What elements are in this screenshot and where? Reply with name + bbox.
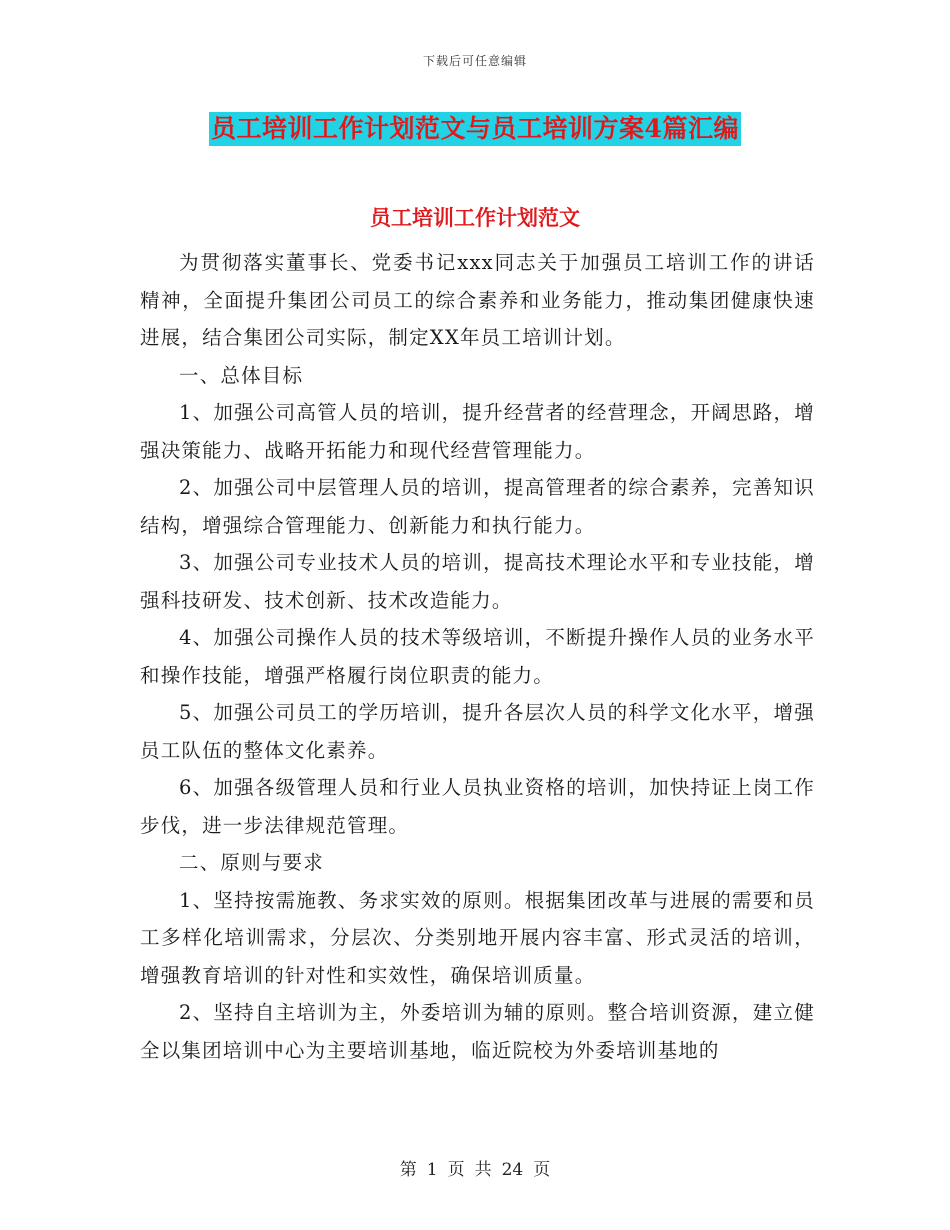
paragraph-principle-2: 2、坚持自主培训为主，外委培训为辅的原则。整合培训资源，建立健全以集团培训中心为主要培训基地，临近院校为外委培训基地的 <box>140 1001 815 1062</box>
paragraph-goal-2: 2、加强公司中层管理人员的培训，提高管理者的综合素养，完善知识结构，增强综合管理能力、创新能力和执行能力。 <box>140 476 815 537</box>
footer-current-page: 1 <box>426 1160 438 1180</box>
document-title-container <box>0 112 950 146</box>
footer-total-pages: 24 <box>501 1160 524 1180</box>
paragraph-intro: 为贯彻落实董事长、党委书记xxx同志关于加强员工培训工作的讲话精神，全面提升集团公司员工的综合素养和业务能力，推动集团健康快速进展，结合集团公司实际，制定XX年员工培训计划。 <box>140 251 815 349</box>
page-header-note: 下载后可任意编辑 <box>422 54 527 68</box>
document-title: 员工培训工作计划范文与员工培训方案4篇汇编 <box>209 112 741 146</box>
paragraph-goal-1: 1、加强公司高管人员的培训，提升经营者的经营理念，开阔思路，增强决策能力、战略开拓能力和现代经营管理能力。 <box>140 401 815 462</box>
footer-suffix: 页 <box>533 1160 551 1180</box>
section-title: 员工培训工作计划范文 <box>370 205 580 230</box>
page-footer <box>0 1155 950 1180</box>
heading-overall-goals: 一、总体目标 <box>179 363 304 387</box>
paragraph-goal-4: 4、加强公司操作人员的技术等级培训，不断提升操作人员的业务水平和操作技能，增强严格履行岗位职责的能力。 <box>140 626 815 687</box>
paragraph-principle-1: 1、坚持按需施教、务求实效的原则。根据集团改革与进展的需要和员工多样化培训需求，分层次、分类别地开展内容丰富、形式灵活的培训，增强教育培训的针对性和实效性，确保培训质量。 <box>140 888 815 987</box>
paragraph-goal-6: 6、加强各级管理人员和行业人员执业资格的培训，加快持证上岗工作步伐，进一步法律规范管理。 <box>140 776 815 837</box>
footer-page-label: 页 <box>447 1160 465 1180</box>
footer-prefix: 第 <box>399 1160 417 1180</box>
heading-principles: 二、原则与要求 <box>179 851 324 874</box>
paragraph-goal-3: 3、加强公司专业技术人员的培训，提高技术理论水平和专业技能，增强科技研发、技术创新、技术改造能力。 <box>140 551 815 612</box>
footer-total-label: 共 <box>474 1160 492 1180</box>
paragraph-goal-5: 5、加强公司员工的学历培训，提升各层次人员的科学文化水平，增强员工队伍的整体文化素养。 <box>140 701 815 762</box>
document-body <box>140 244 815 1069</box>
